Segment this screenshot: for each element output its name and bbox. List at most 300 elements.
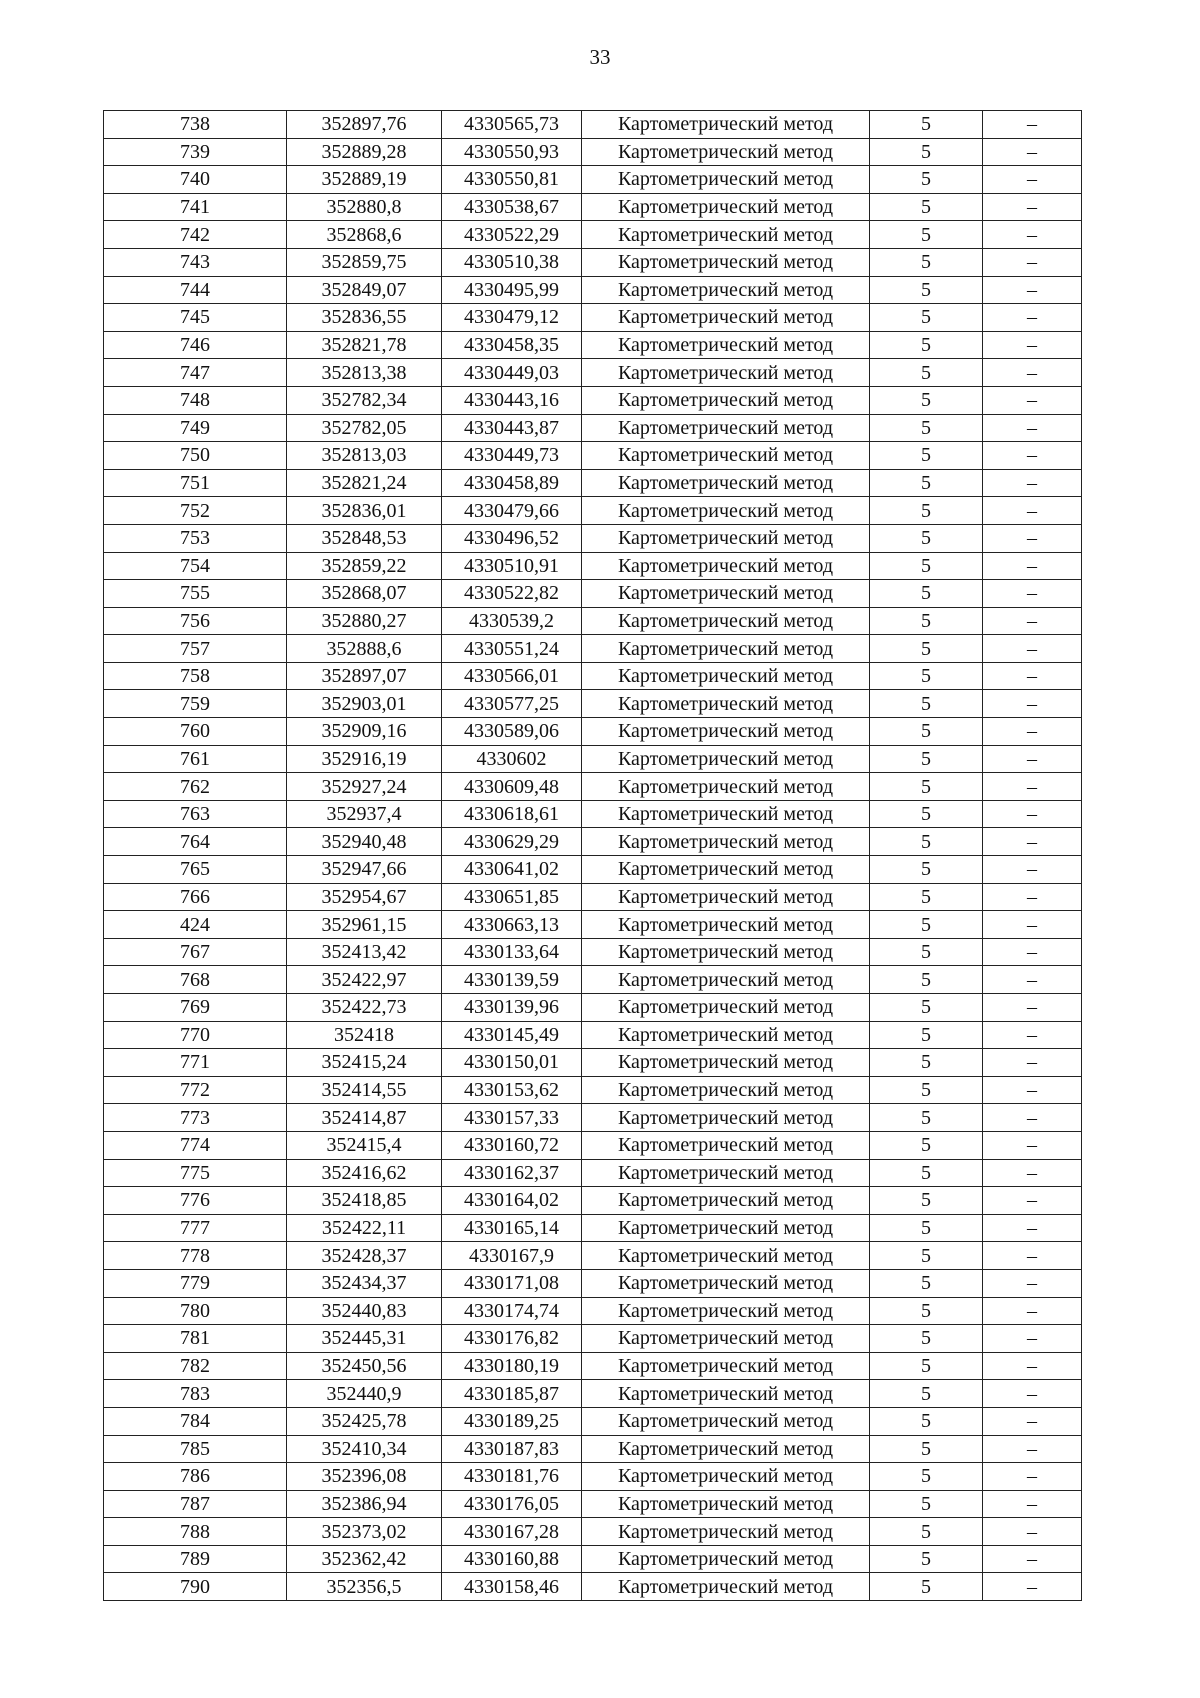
point-number-cell: 749 (104, 414, 287, 442)
method-cell: Картометрический метод (582, 166, 870, 194)
method-cell: Картометрический метод (582, 607, 870, 635)
y-coordinate-cell: 4330618,61 (442, 800, 582, 828)
accuracy-cell: 5 (870, 966, 983, 994)
x-coordinate-cell: 352782,05 (287, 414, 442, 442)
method-cell: Картометрический метод (582, 442, 870, 470)
accuracy-cell: 5 (870, 1297, 983, 1325)
accuracy-cell: 5 (870, 1159, 983, 1187)
method-cell: Картометрический метод (582, 1407, 870, 1435)
y-coordinate-cell: 4330145,49 (442, 1021, 582, 1049)
x-coordinate-cell: 352947,66 (287, 856, 442, 884)
table-row (104, 304, 1082, 332)
method-cell: Картометрический метод (582, 1104, 870, 1132)
table-row (104, 828, 1082, 856)
x-coordinate-cell: 352897,76 (287, 111, 442, 139)
y-coordinate-cell: 4330609,48 (442, 773, 582, 801)
point-number-cell: 756 (104, 607, 287, 635)
accuracy-cell: 5 (870, 1325, 983, 1353)
note-cell: – (983, 1242, 1082, 1270)
point-number-cell: 775 (104, 1159, 287, 1187)
point-number-cell: 757 (104, 635, 287, 663)
accuracy-cell: 5 (870, 607, 983, 635)
note-cell: – (983, 166, 1082, 194)
note-cell: – (983, 304, 1082, 332)
method-cell: Картометрический метод (582, 635, 870, 663)
x-coordinate-cell: 352418,85 (287, 1187, 442, 1215)
y-coordinate-cell: 4330443,87 (442, 414, 582, 442)
note-cell: – (983, 386, 1082, 414)
note-cell: – (983, 1545, 1082, 1573)
x-coordinate-cell: 352445,31 (287, 1325, 442, 1353)
note-cell: – (983, 1297, 1082, 1325)
accuracy-cell: 5 (870, 469, 983, 497)
y-coordinate-cell: 4330566,01 (442, 662, 582, 690)
note-cell: – (983, 414, 1082, 442)
table-row (104, 1049, 1082, 1077)
point-number-cell: 754 (104, 552, 287, 580)
x-coordinate-cell: 352889,28 (287, 138, 442, 166)
x-coordinate-cell: 352937,4 (287, 800, 442, 828)
x-coordinate-cell: 352413,42 (287, 938, 442, 966)
accuracy-cell: 5 (870, 276, 983, 304)
note-cell: – (983, 359, 1082, 387)
method-cell: Картометрический метод (582, 1490, 870, 1518)
method-cell: Картометрический метод (582, 690, 870, 718)
point-number-cell: 777 (104, 1214, 287, 1242)
method-cell: Картометрический метод (582, 718, 870, 746)
point-number-cell: 743 (104, 248, 287, 276)
y-coordinate-cell: 4330538,67 (442, 193, 582, 221)
point-number-cell: 751 (104, 469, 287, 497)
table-row (104, 414, 1082, 442)
point-number-cell: 771 (104, 1049, 287, 1077)
accuracy-cell: 5 (870, 1490, 983, 1518)
method-cell: Картометрический метод (582, 1518, 870, 1546)
table-row (104, 276, 1082, 304)
table-row (104, 580, 1082, 608)
table-row (104, 1518, 1082, 1546)
y-coordinate-cell: 4330133,64 (442, 938, 582, 966)
table-row (104, 1352, 1082, 1380)
table-row (104, 248, 1082, 276)
point-number-cell: 762 (104, 773, 287, 801)
note-cell: – (983, 331, 1082, 359)
point-number-cell: 772 (104, 1076, 287, 1104)
point-number-cell: 761 (104, 745, 287, 773)
y-coordinate-cell: 4330550,81 (442, 166, 582, 194)
point-number-cell: 770 (104, 1021, 287, 1049)
x-coordinate-cell: 352940,48 (287, 828, 442, 856)
x-coordinate-cell: 352396,08 (287, 1463, 442, 1491)
coordinates-table (103, 110, 1082, 1601)
x-coordinate-cell: 352414,87 (287, 1104, 442, 1132)
table-row (104, 1104, 1082, 1132)
accuracy-cell: 5 (870, 1021, 983, 1049)
y-coordinate-cell: 4330171,08 (442, 1269, 582, 1297)
point-number-cell: 741 (104, 193, 287, 221)
note-cell: – (983, 276, 1082, 304)
method-cell: Картометрический метод (582, 662, 870, 690)
method-cell: Картометрический метод (582, 276, 870, 304)
note-cell: – (983, 1407, 1082, 1435)
y-coordinate-cell: 4330160,72 (442, 1131, 582, 1159)
table-row (104, 607, 1082, 635)
point-number-cell: 787 (104, 1490, 287, 1518)
y-coordinate-cell: 4330158,46 (442, 1573, 582, 1601)
table-row (104, 221, 1082, 249)
point-number-cell: 750 (104, 442, 287, 470)
method-cell: Картометрический метод (582, 800, 870, 828)
table-row (104, 966, 1082, 994)
y-coordinate-cell: 4330189,25 (442, 1407, 582, 1435)
coordinates-table-container (103, 110, 1081, 1601)
method-cell: Картометрический метод (582, 1242, 870, 1270)
table-row (104, 1187, 1082, 1215)
accuracy-cell: 5 (870, 1352, 983, 1380)
y-coordinate-cell: 4330176,82 (442, 1325, 582, 1353)
x-coordinate-cell: 352416,62 (287, 1159, 442, 1187)
method-cell: Картометрический метод (582, 331, 870, 359)
point-number-cell: 779 (104, 1269, 287, 1297)
y-coordinate-cell: 4330479,66 (442, 497, 582, 525)
accuracy-cell: 5 (870, 166, 983, 194)
x-coordinate-cell: 352422,97 (287, 966, 442, 994)
note-cell: – (983, 1021, 1082, 1049)
table-row (104, 745, 1082, 773)
y-coordinate-cell: 4330167,28 (442, 1518, 582, 1546)
point-number-cell: 763 (104, 800, 287, 828)
method-cell: Картометрический метод (582, 1352, 870, 1380)
point-number-cell: 748 (104, 386, 287, 414)
method-cell: Картометрический метод (582, 193, 870, 221)
method-cell: Картометрический метод (582, 1380, 870, 1408)
table-row (104, 1545, 1082, 1573)
point-number-cell: 778 (104, 1242, 287, 1270)
x-coordinate-cell: 352422,11 (287, 1214, 442, 1242)
note-cell: – (983, 1159, 1082, 1187)
y-coordinate-cell: 4330167,9 (442, 1242, 582, 1270)
accuracy-cell: 5 (870, 497, 983, 525)
x-coordinate-cell: 352889,19 (287, 166, 442, 194)
accuracy-cell: 5 (870, 1518, 983, 1546)
accuracy-cell: 5 (870, 1214, 983, 1242)
accuracy-cell: 5 (870, 662, 983, 690)
note-cell: – (983, 1214, 1082, 1242)
table-row (104, 690, 1082, 718)
x-coordinate-cell: 352909,16 (287, 718, 442, 746)
y-coordinate-cell: 4330157,33 (442, 1104, 582, 1132)
y-coordinate-cell: 4330165,14 (442, 1214, 582, 1242)
accuracy-cell: 5 (870, 1269, 983, 1297)
method-cell: Картометрический метод (582, 1131, 870, 1159)
y-coordinate-cell: 4330174,74 (442, 1297, 582, 1325)
point-number-cell: 424 (104, 911, 287, 939)
point-number-cell: 753 (104, 524, 287, 552)
y-coordinate-cell: 4330458,35 (442, 331, 582, 359)
x-coordinate-cell: 352782,34 (287, 386, 442, 414)
x-coordinate-cell: 352868,07 (287, 580, 442, 608)
y-coordinate-cell: 4330181,76 (442, 1463, 582, 1491)
y-coordinate-cell: 4330577,25 (442, 690, 582, 718)
note-cell: – (983, 1325, 1082, 1353)
y-coordinate-cell: 4330565,73 (442, 111, 582, 139)
point-number-cell: 768 (104, 966, 287, 994)
note-cell: – (983, 193, 1082, 221)
table-row (104, 1490, 1082, 1518)
table-row (104, 1463, 1082, 1491)
x-coordinate-cell: 352821,78 (287, 331, 442, 359)
y-coordinate-cell: 4330139,59 (442, 966, 582, 994)
x-coordinate-cell: 352880,8 (287, 193, 442, 221)
accuracy-cell: 5 (870, 331, 983, 359)
table-row (104, 1159, 1082, 1187)
y-coordinate-cell: 4330496,52 (442, 524, 582, 552)
table-row (104, 359, 1082, 387)
note-cell: – (983, 883, 1082, 911)
method-cell: Картометрический метод (582, 138, 870, 166)
x-coordinate-cell: 352859,22 (287, 552, 442, 580)
method-cell: Картометрический метод (582, 359, 870, 387)
point-number-cell: 781 (104, 1325, 287, 1353)
x-coordinate-cell: 352428,37 (287, 1242, 442, 1270)
method-cell: Картометрический метод (582, 1049, 870, 1077)
y-coordinate-cell: 4330185,87 (442, 1380, 582, 1408)
note-cell: – (983, 1352, 1082, 1380)
note-cell: – (983, 524, 1082, 552)
table-row (104, 1435, 1082, 1463)
method-cell: Картометрический метод (582, 828, 870, 856)
x-coordinate-cell: 352386,94 (287, 1490, 442, 1518)
y-coordinate-cell: 4330510,38 (442, 248, 582, 276)
point-number-cell: 758 (104, 662, 287, 690)
table-row (104, 1325, 1082, 1353)
table-row (104, 1269, 1082, 1297)
accuracy-cell: 5 (870, 111, 983, 139)
table-row (104, 552, 1082, 580)
table-row (104, 856, 1082, 884)
method-cell: Картометрический метод (582, 911, 870, 939)
page-number: 33 (589, 45, 611, 69)
x-coordinate-cell: 352415,24 (287, 1049, 442, 1077)
x-coordinate-cell: 352868,6 (287, 221, 442, 249)
method-cell: Картометрический метод (582, 1269, 870, 1297)
note-cell: – (983, 994, 1082, 1022)
x-coordinate-cell: 352450,56 (287, 1352, 442, 1380)
method-cell: Картометрический метод (582, 1463, 870, 1491)
accuracy-cell: 5 (870, 1573, 983, 1601)
note-cell: – (983, 662, 1082, 690)
note-cell: – (983, 442, 1082, 470)
table-row (104, 331, 1082, 359)
x-coordinate-cell: 352440,9 (287, 1380, 442, 1408)
method-cell: Картометрический метод (582, 304, 870, 332)
accuracy-cell: 5 (870, 524, 983, 552)
note-cell: – (983, 938, 1082, 966)
accuracy-cell: 5 (870, 193, 983, 221)
accuracy-cell: 5 (870, 718, 983, 746)
x-coordinate-cell: 352927,24 (287, 773, 442, 801)
note-cell: – (983, 497, 1082, 525)
y-coordinate-cell: 4330550,93 (442, 138, 582, 166)
table-row (104, 883, 1082, 911)
point-number-cell: 742 (104, 221, 287, 249)
note-cell: – (983, 607, 1082, 635)
method-cell: Картометрический метод (582, 856, 870, 884)
accuracy-cell: 5 (870, 745, 983, 773)
point-number-cell: 782 (104, 1352, 287, 1380)
accuracy-cell: 5 (870, 828, 983, 856)
y-coordinate-cell: 4330495,99 (442, 276, 582, 304)
x-coordinate-cell: 352916,19 (287, 745, 442, 773)
note-cell: – (983, 1187, 1082, 1215)
y-coordinate-cell: 4330164,02 (442, 1187, 582, 1215)
table-row (104, 193, 1082, 221)
accuracy-cell: 5 (870, 800, 983, 828)
table-row (104, 1297, 1082, 1325)
accuracy-cell: 5 (870, 221, 983, 249)
x-coordinate-cell: 352362,42 (287, 1545, 442, 1573)
point-number-cell: 745 (104, 304, 287, 332)
method-cell: Картометрический метод (582, 1076, 870, 1104)
note-cell: – (983, 773, 1082, 801)
note-cell: – (983, 111, 1082, 139)
x-coordinate-cell: 352880,27 (287, 607, 442, 635)
note-cell: – (983, 856, 1082, 884)
method-cell: Картометрический метод (582, 524, 870, 552)
accuracy-cell: 5 (870, 690, 983, 718)
table-row (104, 166, 1082, 194)
accuracy-cell: 5 (870, 414, 983, 442)
method-cell: Картометрический метод (582, 580, 870, 608)
x-coordinate-cell: 352903,01 (287, 690, 442, 718)
accuracy-cell: 5 (870, 911, 983, 939)
table-body (104, 111, 1082, 1601)
note-cell: – (983, 580, 1082, 608)
table-row (104, 1214, 1082, 1242)
note-cell: – (983, 138, 1082, 166)
point-number-cell: 790 (104, 1573, 287, 1601)
x-coordinate-cell: 352356,5 (287, 1573, 442, 1601)
y-coordinate-cell: 4330187,83 (442, 1435, 582, 1463)
method-cell: Картометрический метод (582, 469, 870, 497)
table-row (104, 994, 1082, 1022)
method-cell: Картометрический метод (582, 111, 870, 139)
accuracy-cell: 5 (870, 1242, 983, 1270)
table-row (104, 111, 1082, 139)
note-cell: – (983, 1104, 1082, 1132)
x-coordinate-cell: 352414,55 (287, 1076, 442, 1104)
accuracy-cell: 5 (870, 856, 983, 884)
accuracy-cell: 5 (870, 1380, 983, 1408)
x-coordinate-cell: 352373,02 (287, 1518, 442, 1546)
note-cell: – (983, 1435, 1082, 1463)
table-row (104, 138, 1082, 166)
method-cell: Картометрический метод (582, 1435, 870, 1463)
y-coordinate-cell: 4330522,29 (442, 221, 582, 249)
method-cell: Картометрический метод (582, 1545, 870, 1573)
table-row (104, 911, 1082, 939)
accuracy-cell: 5 (870, 552, 983, 580)
note-cell: – (983, 1131, 1082, 1159)
point-number-cell: 752 (104, 497, 287, 525)
point-number-cell: 789 (104, 1545, 287, 1573)
point-number-cell: 740 (104, 166, 287, 194)
x-coordinate-cell: 352897,07 (287, 662, 442, 690)
y-coordinate-cell: 4330176,05 (442, 1490, 582, 1518)
note-cell: – (983, 1463, 1082, 1491)
y-coordinate-cell: 4330162,37 (442, 1159, 582, 1187)
accuracy-cell: 5 (870, 1187, 983, 1215)
x-coordinate-cell: 352849,07 (287, 276, 442, 304)
accuracy-cell: 5 (870, 359, 983, 387)
note-cell: – (983, 911, 1082, 939)
method-cell: Картометрический метод (582, 414, 870, 442)
table-row (104, 524, 1082, 552)
point-number-cell: 773 (104, 1104, 287, 1132)
accuracy-cell: 5 (870, 1131, 983, 1159)
point-number-cell: 788 (104, 1518, 287, 1546)
note-cell: – (983, 966, 1082, 994)
note-cell: – (983, 1076, 1082, 1104)
point-number-cell: 784 (104, 1407, 287, 1435)
table-row (104, 1407, 1082, 1435)
method-cell: Картометрический метод (582, 1297, 870, 1325)
y-coordinate-cell: 4330449,73 (442, 442, 582, 470)
note-cell: – (983, 800, 1082, 828)
x-coordinate-cell: 352888,6 (287, 635, 442, 663)
x-coordinate-cell: 352859,75 (287, 248, 442, 276)
x-coordinate-cell: 352410,34 (287, 1435, 442, 1463)
x-coordinate-cell: 352425,78 (287, 1407, 442, 1435)
accuracy-cell: 5 (870, 1407, 983, 1435)
x-coordinate-cell: 352836,55 (287, 304, 442, 332)
point-number-cell: 755 (104, 580, 287, 608)
accuracy-cell: 5 (870, 883, 983, 911)
y-coordinate-cell: 4330479,12 (442, 304, 582, 332)
method-cell: Картометрический метод (582, 966, 870, 994)
point-number-cell: 783 (104, 1380, 287, 1408)
point-number-cell: 774 (104, 1131, 287, 1159)
y-coordinate-cell: 4330443,16 (442, 386, 582, 414)
y-coordinate-cell: 4330663,13 (442, 911, 582, 939)
y-coordinate-cell: 4330651,85 (442, 883, 582, 911)
y-coordinate-cell: 4330139,96 (442, 994, 582, 1022)
point-number-cell: 747 (104, 359, 287, 387)
method-cell: Картометрический метод (582, 1159, 870, 1187)
accuracy-cell: 5 (870, 248, 983, 276)
method-cell: Картометрический метод (582, 221, 870, 249)
method-cell: Картометрический метод (582, 1325, 870, 1353)
method-cell: Картометрический метод (582, 883, 870, 911)
x-coordinate-cell: 352848,53 (287, 524, 442, 552)
table-row (104, 662, 1082, 690)
accuracy-cell: 5 (870, 1104, 983, 1132)
point-number-cell: 764 (104, 828, 287, 856)
x-coordinate-cell: 352418 (287, 1021, 442, 1049)
note-cell: – (983, 828, 1082, 856)
note-cell: – (983, 1049, 1082, 1077)
y-coordinate-cell: 4330150,01 (442, 1049, 582, 1077)
table-row (104, 1242, 1082, 1270)
y-coordinate-cell: 4330589,06 (442, 718, 582, 746)
accuracy-cell: 5 (870, 1435, 983, 1463)
note-cell: – (983, 248, 1082, 276)
point-number-cell: 765 (104, 856, 287, 884)
accuracy-cell: 5 (870, 1076, 983, 1104)
point-number-cell: 759 (104, 690, 287, 718)
note-cell: – (983, 1269, 1082, 1297)
method-cell: Картометрический метод (582, 1187, 870, 1215)
